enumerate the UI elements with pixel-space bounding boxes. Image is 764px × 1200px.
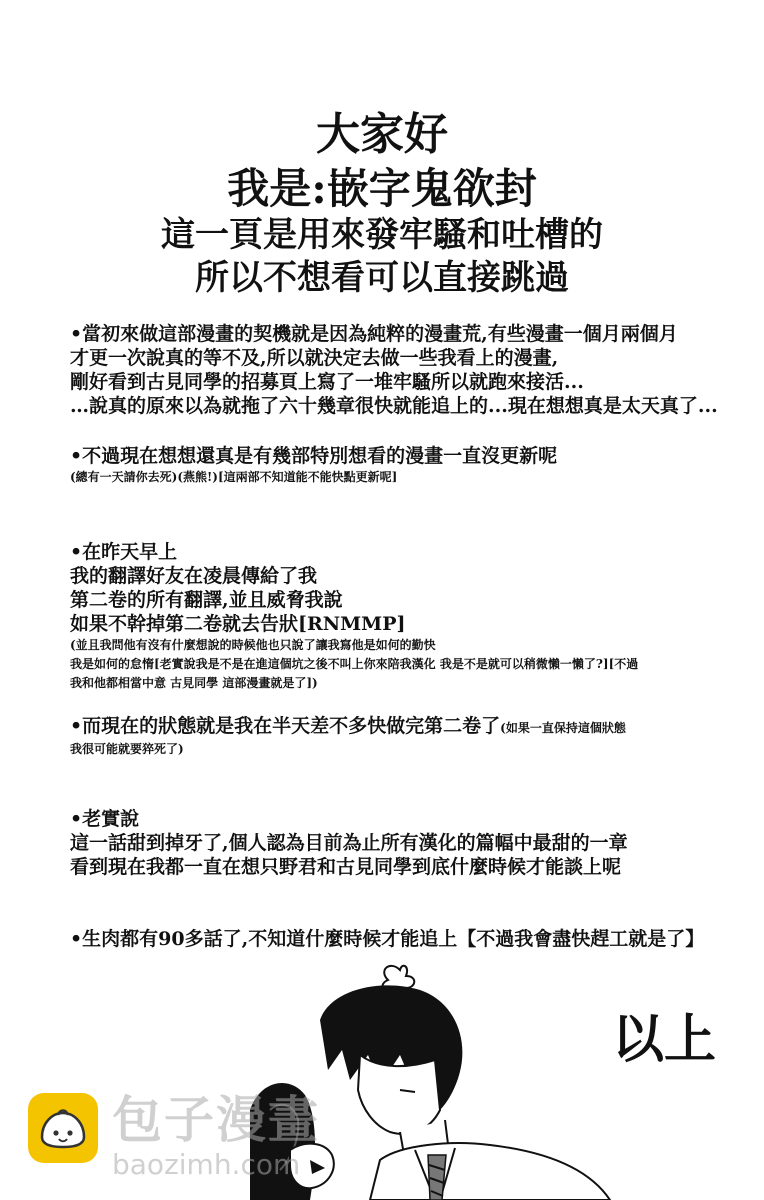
watermark-url: baozimh.com — [112, 1148, 301, 1181]
inline-note: (如果一直保持這個狀態 — [500, 721, 626, 735]
text-line: •生肉都有90多話了,不知道什麼時候才能追上【不過我會盡快趕工就是了】 — [70, 928, 705, 950]
text-line: •老實說 — [70, 808, 140, 830]
manga-characters-illustration — [250, 960, 764, 1200]
note-line: (總有一天請你去死)(燕熊!)[這兩部不知道能不能快點更新呢] — [70, 470, 398, 484]
text-line: •當初來做這部漫畫的契機就是因為純粹的漫畫荒,有些漫畫一個月兩個月 — [70, 323, 678, 345]
text-line — [70, 714, 742, 740]
note-line: (並且我問他有沒有什麼想說的時候他也只說了讓我寫他是如何的勤快 — [70, 638, 436, 652]
text-line: 我的翻譯好友在凌晨傳給了我 — [70, 565, 318, 587]
text-line: 才更一次說真的等不及,所以就決定去做一些我看上的漫畫, — [70, 347, 559, 369]
note-line: 我和他都相當中意 古見同學 這部漫畫就是了]) — [70, 676, 318, 690]
paragraph-6 — [70, 927, 742, 951]
paragraph-2 — [70, 444, 742, 487]
greeting-title: 大家好 — [316, 109, 448, 160]
text-line: •在昨天早上 — [70, 541, 178, 563]
text-line: 剛好看到古見同學的招募頁上寫了一堆牢騷所以就跑來接活... — [70, 371, 584, 393]
text-line: 第二卷的所有翻譯,並且威脅我說 — [70, 589, 343, 611]
baozi-logo-icon — [28, 1093, 98, 1163]
text-line: 如果不幹掉第二卷就去告狀[RNMMP] — [70, 613, 406, 635]
watermark-name: 包子漫畫 — [112, 1091, 320, 1149]
author-title: 我是:嵌字鬼欲封 — [227, 164, 537, 213]
purpose-title: 這一頁是用來發牢騷和吐槽的 — [161, 215, 603, 255]
text-line: 看到現在我都一直在想只野君和古見同學到底什麼時候才能談上呢 — [70, 856, 622, 878]
skip-title: 所以不想看可以直接跳過 — [195, 258, 569, 298]
closing-text: 以上 — [612, 1009, 717, 1070]
text-line: •不過現在想想還真是有幾部特別想看的漫畫一直沒更新呢 — [70, 445, 558, 467]
note-line: 我很可能就要猝死了) — [70, 742, 184, 756]
paragraph-1 — [70, 322, 742, 418]
text-line: 這一話甜到掉牙了,個人認為目前為止所有漢化的篇幅中最甜的一章 — [70, 832, 628, 854]
text-line: …說真的原來以為就拖了六十幾章很快就能追上的...現在想想真是太天真了... — [70, 395, 718, 417]
paragraph-3 — [70, 540, 742, 693]
note-line: 我是如何的怠惰[老實說我是不是在進這個坑之後不叫上你來陪我漢化 我是不是就可以稍微懶一懶了?][不過 — [70, 657, 639, 671]
paragraph-5 — [70, 807, 742, 879]
text-main: •而現在的狀態就是我在半天差不多快做完第二卷了 — [70, 715, 501, 737]
paragraph-4 — [70, 714, 742, 759]
